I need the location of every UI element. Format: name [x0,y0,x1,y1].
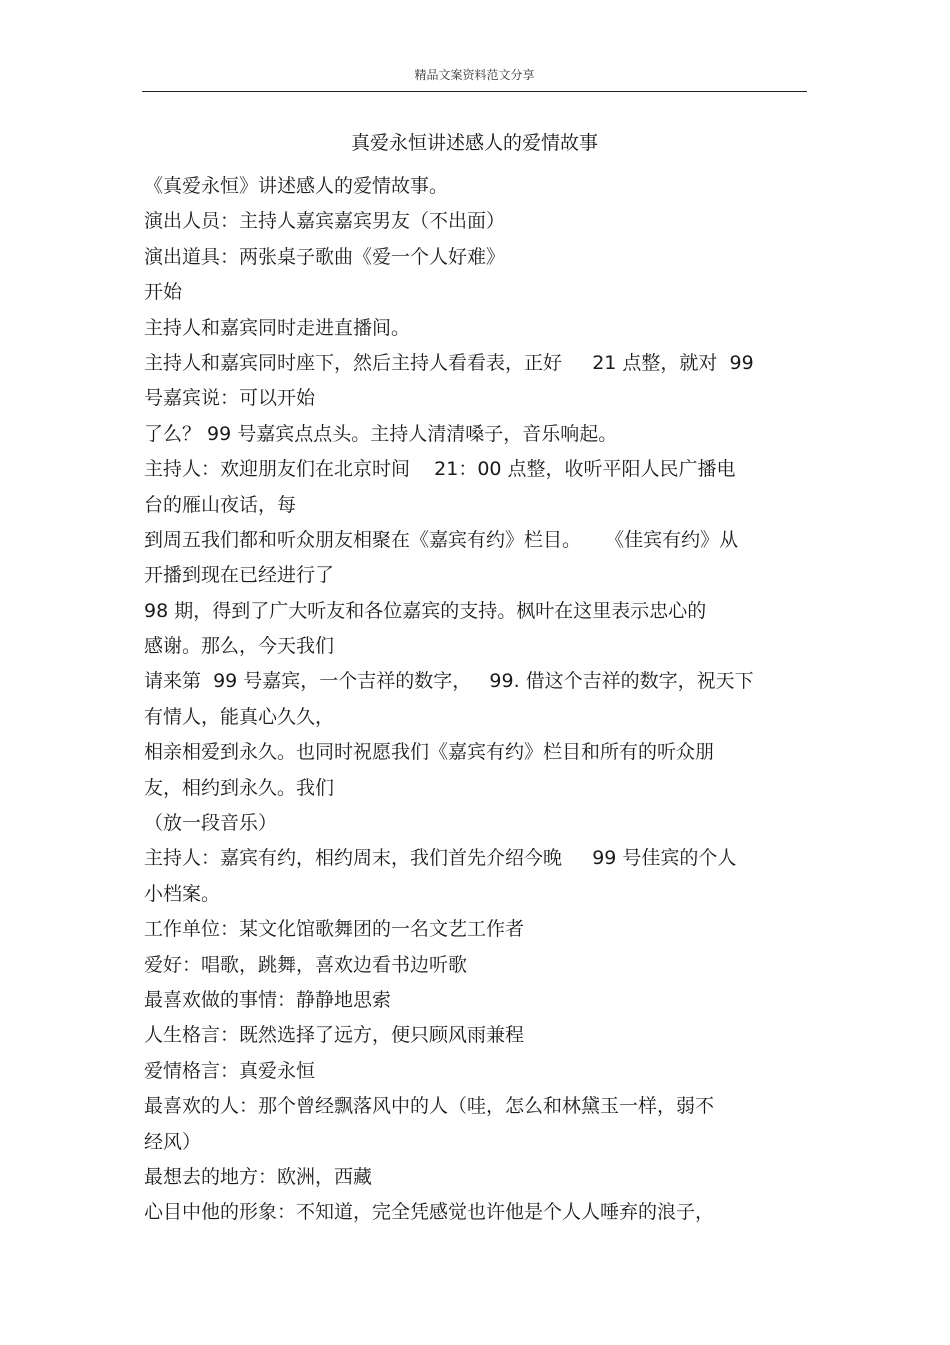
body-line: 经风） [144,1130,202,1153]
body-line: 98 期，得到了广大听友和各位嘉宾的支持。枫叶在这里表示忠心的 [144,599,707,622]
body-line: 人生格言：既然选择了远方，便只顾风雨兼程 [144,1024,525,1047]
body-line: 开播到现在已经进行了 [144,564,335,587]
body-line: 台的雁山夜话，每 [144,493,297,516]
body-line: 主持人和嘉宾同时走进直播间。 [144,316,411,339]
body-line: 主持人：欢迎朋友们在北京时间 21：00 点整，收听平阳人民广播电 [144,458,736,481]
body-line: 友，相约到永久。我们 [144,776,335,799]
body-line: 《真爱永恒》讲述感人的爱情故事。 [144,175,449,197]
header-divider [142,91,807,92]
page-header: 精品文案资料范文分享 [414,68,535,82]
body-line: 号嘉宾说：可以开始 [144,387,316,410]
body-line: 爱好：唱歌，跳舞，喜欢边看书边听歌 [144,953,468,976]
body-line: 最喜欢的人：那个曾经飘落风中的人（哇，怎么和林黛玉一样，弱不 [144,1095,715,1118]
body-line: 相亲相爱到永久。也同时祝愿我们《嘉宾有约》栏目和所有的听众朋 [144,741,715,764]
body-line: 演出道具：两张桌子歌曲《爱一个人好难》 [144,245,506,268]
body-line: 最想去的地方：欧洲，西藏 [144,1165,373,1188]
body-line: 主持人：嘉宾有约，相约周末，我们首先介绍今晚 99 号佳宾的个人 [144,847,737,870]
body-line: 开始 [144,281,183,304]
body-line: 心目中他的形象：不知道，完全凭感觉也许他是个人人唾弃的浪子， [144,1201,715,1224]
body-line: 演出人员：主持人嘉宾嘉宾男友（不出面） [144,210,506,233]
body-line: 了么？ 99 号嘉宾点点头。主持人清清嗓子，音乐响起。 [144,422,618,445]
body-line: 有情人，能真心久久， [144,705,335,728]
body-line: 感谢。那么，今天我们 [144,635,335,658]
body-line: 小档案。 [144,882,221,905]
document-body [144,169,824,1231]
body-line: 最喜欢做的事情：静静地思索 [144,988,392,1011]
body-line: 工作单位：某文化馆歌舞团的一名文艺工作者 [144,918,525,941]
document-title: 真爱永恒讲述感人的爱情故事 [350,132,598,154]
body-line: 爱情格言：真爱永恒 [144,1059,316,1082]
body-line: 请来第 99 号嘉宾，一个吉祥的数字， 99. 借这个吉祥的数字，祝天下 [144,670,754,693]
body-line: （放一段音乐） [144,812,278,835]
body-line: 到周五我们都和听众朋友相聚在《嘉宾有约》栏目。 《佳宾有约》从 [144,528,739,551]
body-line: 主持人和嘉宾同时座下，然后主持人看看表，正好 21 点整，就对 99 [144,351,754,374]
